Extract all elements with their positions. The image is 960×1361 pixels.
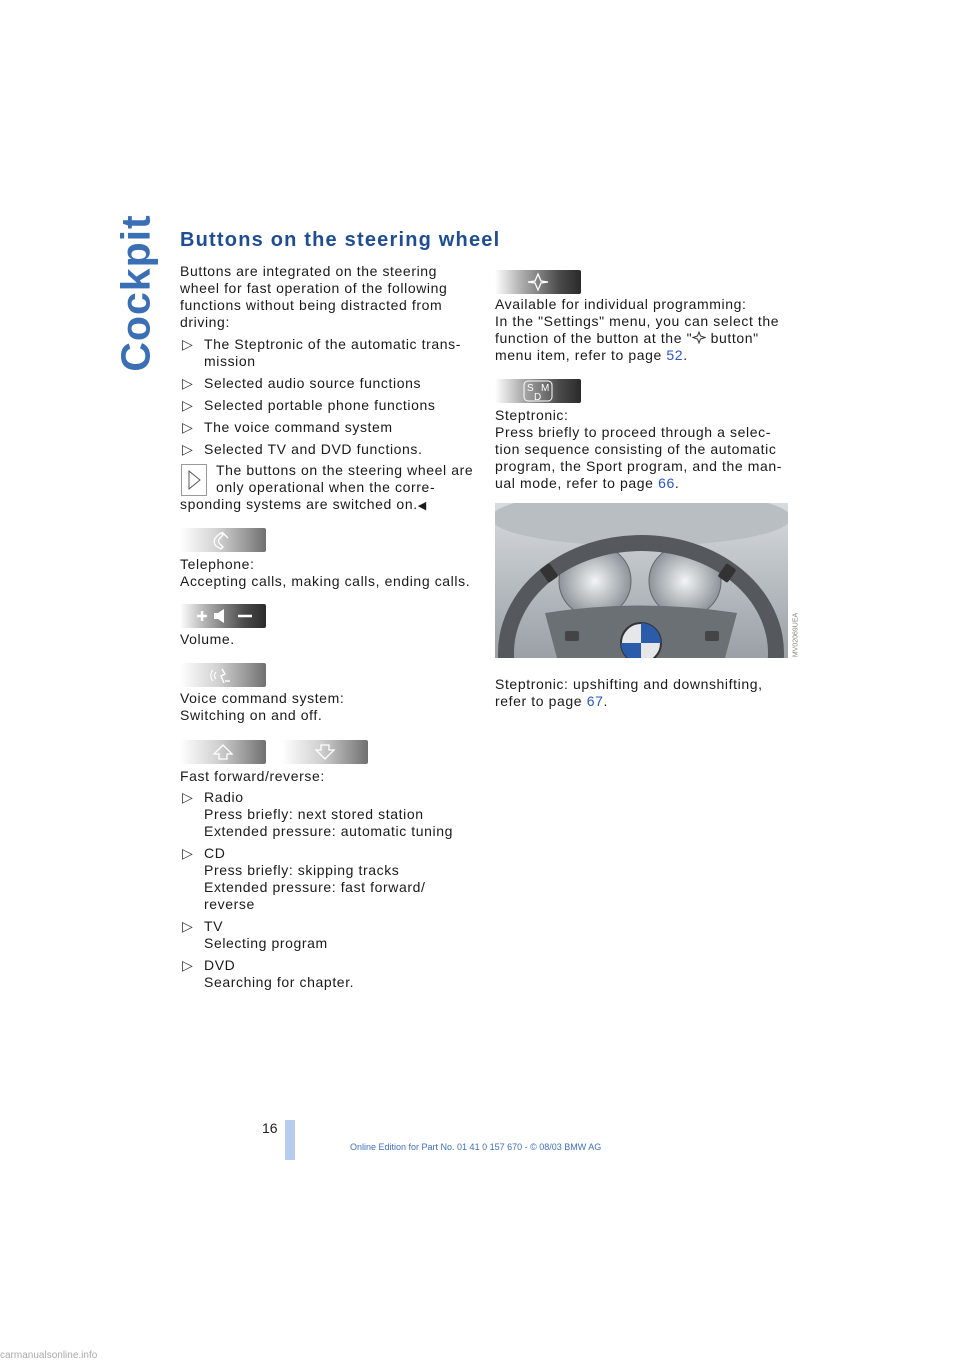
arrow-down-icon [282,740,368,764]
bullet-icon: ▷ [182,845,194,861]
list-item: ▷ The voice command system [182,419,393,435]
list-item: ▷ The Steptronic of the automatic trans- mission [182,336,462,369]
feature-list [180,336,480,458]
end-mark-icon: ◀ [417,500,427,512]
note-triangle-icon [182,465,206,495]
bullet-icon: ▷ [182,375,194,391]
telephone-button-image [180,528,266,552]
list-item: ▷ Selected audio source functions [182,375,422,391]
page-link[interactable]: 66 [658,475,675,491]
photo-code: MV02069UEA [792,612,800,658]
telephone-text: Telephone: Accepting calls, making calls, ending calls. [180,556,471,589]
list-item: ▷ Selected TV and DVD functions. [182,441,423,457]
watermark: carmanualsonline.info [0,1350,98,1361]
page-marker-bar [285,1120,295,1160]
note-icon [181,464,207,496]
telephone-icon [180,528,266,552]
intro-line: Buttons are integrated on the steering [180,263,438,279]
reverse-button-image [282,740,368,764]
voice-button-image [180,663,266,687]
shift-text: Steptronic: upshifting and downshifting, refer to page 67. [495,676,763,709]
steptronic-smd-icon [495,379,581,403]
bullet-icon: ▷ [182,957,194,973]
list-item: ▷ Radio Press briefly: next stored station Extended pressure: automatic tuning [182,789,454,839]
svg-text:M: M [541,383,550,394]
section-tab [112,213,159,372]
steering-wheel-photo [495,503,788,658]
bullet-icon: ▷ [182,918,194,934]
diamond-star-icon [692,331,706,344]
intro-line: driving: [180,314,230,330]
intro-line: wheel for fast operation of the following [180,280,448,296]
volume-icon [180,604,266,628]
footer-text: Online Edition for Part No. 01 41 0 157 670 - © 08/03 BMW AG [350,1142,602,1152]
page-title: Buttons on the steering wheel [180,229,501,251]
page-link[interactable]: 67 [586,693,604,709]
intro-line: functions without being distracted from [180,297,443,313]
bullet-icon: ▷ [182,789,194,805]
note-text: The buttons on the steering wheel are only operational when the corre- [216,462,474,495]
steptronic-button-image [495,379,581,403]
list-item: ▷ TV Selecting program [182,918,328,951]
list-item: ▷ CD Press briefly: skipping tracks Extended pressure: fast forward/ reverse [182,845,426,912]
fast-forward-button-image [180,740,266,764]
list-item: ▷ DVD Searching for chapter. [182,957,355,990]
voice-command-icon [180,663,266,687]
bullet-icon: ▷ [182,397,194,413]
svg-text:S: S [527,383,534,394]
steptronic-text: Steptronic: Press briefly to proceed through a selec- tion sequence consisting of the automatic program, the Sport program, and the man- ual mode, refer to page 66. [495,407,783,491]
bullet-icon: ▷ [182,441,194,457]
note-last-line: sponding systems are switched on.◀ [180,496,427,512]
media-list [180,789,490,991]
section-tab-label: Cockpit [112,213,159,372]
volume-button-image [180,604,266,628]
left-column [180,263,480,331]
programmable-button-image [495,270,581,294]
list-item: ▷ Selected portable phone functions [182,397,436,413]
svg-text:D: D [534,392,542,403]
fast-forward-heading: Fast forward/reverse: [180,768,325,784]
bullet-icon: ▷ [182,419,194,435]
page-link[interactable]: 52 [666,347,684,363]
steering-wheel-illustration [495,503,788,658]
arrow-up-icon [180,740,266,764]
page-number: 16 [262,1120,278,1136]
diamond-star-icon [495,270,581,294]
voice-text: Voice command system: Switching on and off. [180,690,345,723]
bullet-icon: ▷ [182,336,194,352]
programmable-text: Available for individual programming: In the "Settings" menu, you can select the function of the button at the " button" menu item, refer to page 52. [495,296,780,363]
volume-text: Volume. [180,631,235,647]
